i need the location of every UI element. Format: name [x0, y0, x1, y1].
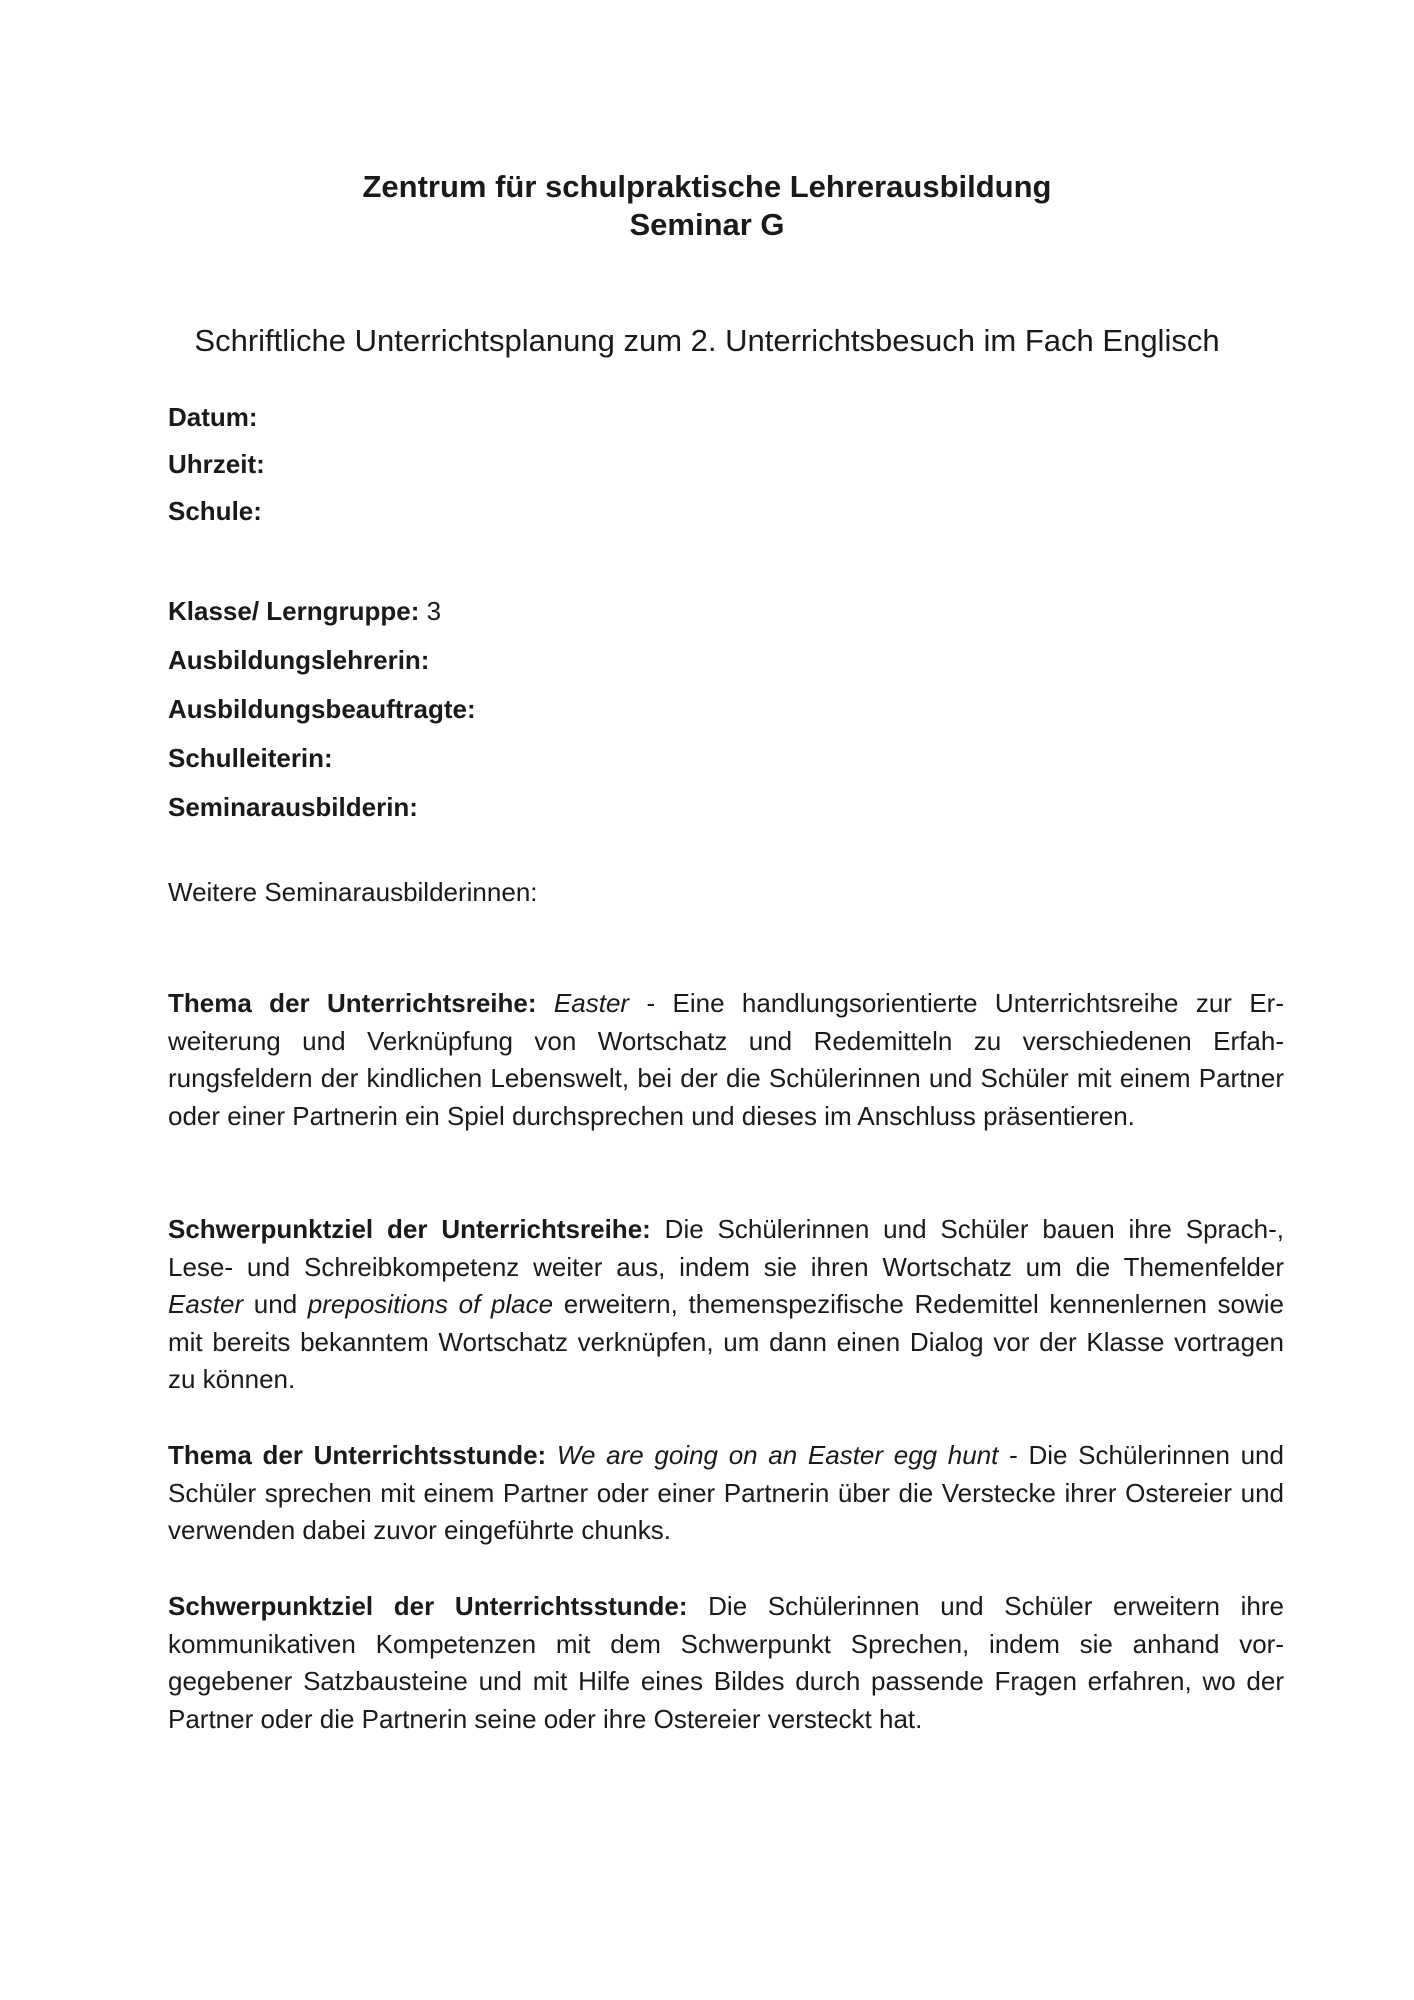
institution-title: Zentrum für schulpraktische Lehrerausbildung — [362, 169, 1052, 204]
section-ziel-unterrichtsstunde — [168, 1588, 1284, 1738]
field-klasse — [168, 594, 441, 628]
field-label: Seminarausbilderin: — [168, 792, 418, 822]
section-label: Schwerpunktziel der Unterrichtsstunde: — [168, 1591, 688, 1621]
section-thema-unterrichtsreihe — [168, 985, 1284, 1135]
field-label: Uhrzeit: — [168, 449, 265, 479]
section-ziel-unterrichtsreihe — [168, 1211, 1284, 1399]
section-text: - Die Schülerinnen und Schüler sprechen mit einem Partner oder einer Partnerin über die Verstecke ihrer Ostereier und verwenden dabei zuvor eingeführte chunks. — [168, 1440, 1284, 1545]
section-label: Schwerpunktziel der Unterrichtsreihe: — [168, 1214, 651, 1244]
weitere-seminarausbilderinnen: Weitere Seminarausbilderinnen: — [168, 877, 538, 907]
field-schulleiterin — [168, 741, 333, 775]
section-text: Die Schülerinnen und Schüler erweitern ihre kommunikativen Kompetenzen mit dem Schwerpunkt Sprechen, indem sie anhand vorgegebener Satzbausteine und mit Hilfe eines Bildes durch passende Fragen erfahren, wo der Partner oder die Partnerin seine oder ihre Ostereier versteckt hat. — [168, 1591, 1284, 1734]
document-subtitle: Schriftliche Unterrichtsplanung zum 2. Unterrichtsbesuch im Fach Englisch — [194, 323, 1220, 358]
field-schule — [168, 494, 262, 528]
field-ausbildungsbeauftragte — [168, 692, 476, 726]
field-label: Ausbildungslehrerin: — [168, 645, 430, 675]
field-seminarausbilderin — [168, 790, 418, 824]
field-label: Ausbildungsbeauftragte: — [168, 694, 476, 724]
field-label: Schule: — [168, 496, 262, 526]
field-label: Schulleiterin: — [168, 743, 333, 773]
section-italic: We are going on an Easter egg hunt — [556, 1440, 999, 1470]
section-italic: Easter — [553, 988, 630, 1018]
field-datum — [168, 400, 258, 434]
field-label: Klasse/ Lerngruppe: — [168, 596, 420, 626]
section-thema-unterrichtsstunde — [168, 1437, 1284, 1550]
field-uhrzeit — [168, 447, 265, 481]
section-italic: prepositions of place — [307, 1289, 554, 1319]
document-header — [0, 168, 1414, 244]
section-text: Die Schülerinnen und Schüler bauen ihre Sprach-, Lese- und Schreibkompetenz weiter aus, indem sie ihren Wortschatz um die Themenfelder — [168, 1214, 1284, 1282]
section-label: Thema der Unterrichtsstunde: — [168, 1440, 547, 1470]
section-label: Thema der Unterrichtsreihe: — [168, 988, 537, 1018]
section-text: - Eine handlungsorientierte Unterrichtsreihe zur Erweiterung und Verknüpfung von Wortschatz und Redemitteln zu verschiedenen Erfahrungsfeldern der kindlichen Lebenswelt, bei der die Schülerinnen und Schüler mit einem Partner oder einer Partnerin ein Spiel durchsprechen und dieses im Anschluss präsentieren. — [168, 988, 1284, 1131]
seminar-title: Seminar G — [629, 207, 785, 242]
section-italic: Easter — [168, 1289, 244, 1319]
field-value: 3 — [426, 596, 442, 626]
field-ausbildungslehrerin — [168, 643, 429, 677]
section-text: und — [243, 1289, 308, 1319]
field-label: Datum: — [168, 402, 258, 432]
section-text: erweitern, themenspezifische Redemittel kennenlernen sowie mit bereits bekanntem Wortschatz verknüpfen, um dann einen Dialog vor der Klasse vortragen zu können. — [168, 1289, 1285, 1394]
